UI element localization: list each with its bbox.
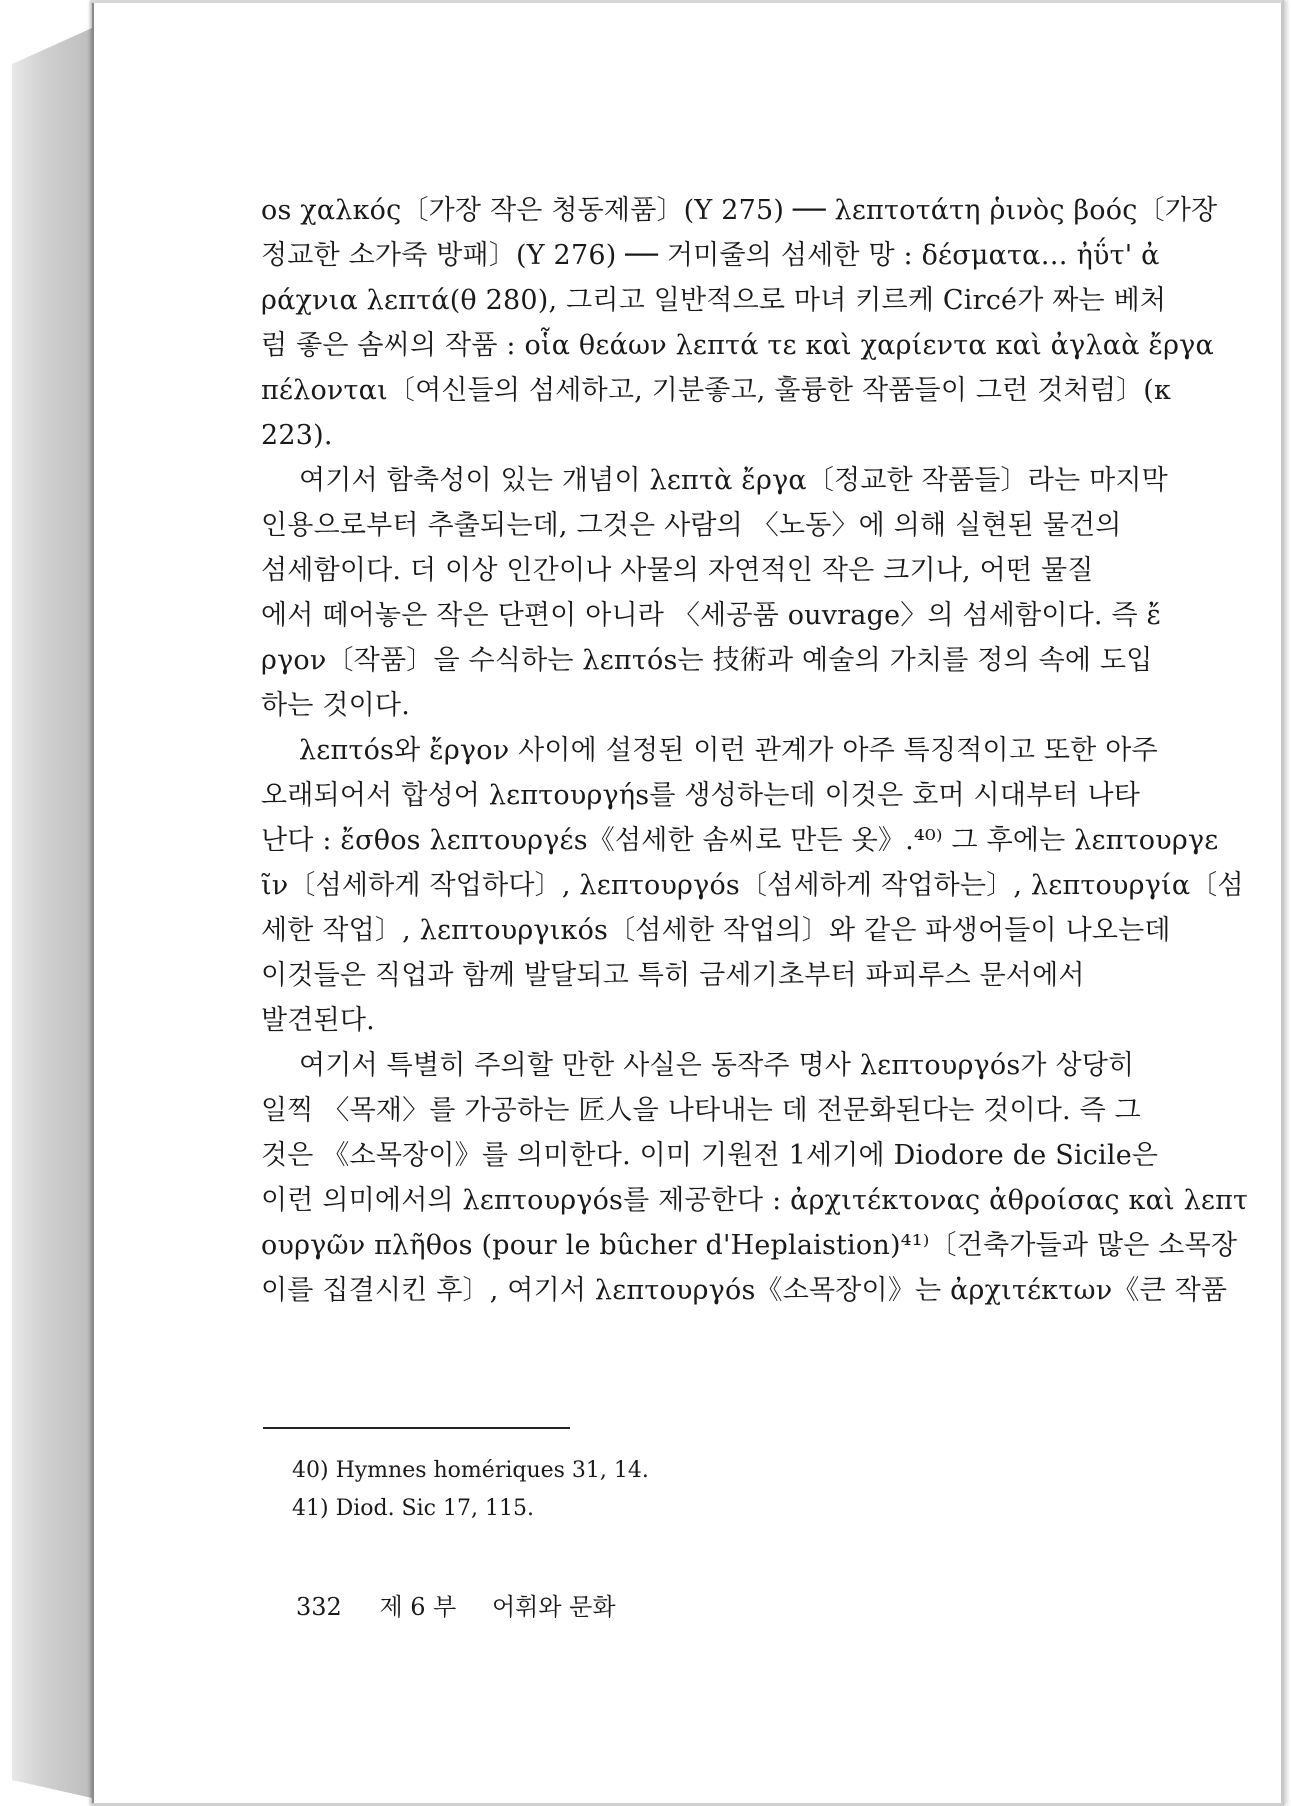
text-line: 여기서 특별히 주의할 만한 사실은 동작주 명사 λεπτουργόs가 상당히 xyxy=(299,1050,1135,1081)
book-spine xyxy=(12,28,92,1798)
body-text xyxy=(261,188,1249,1313)
footnote-divider xyxy=(263,1427,570,1429)
text-line: 오래되어서 합성어 λεπτουργήs를 생성하는데 이것은 호머 시대부터 나타 xyxy=(261,780,1141,811)
text-line: ουργῶν πλῆθοs (pour le bûcher d'Heplaistion)⁴¹⁾〔건축가들과 많은 소목장 xyxy=(261,1230,1238,1261)
text-line: 에서 떼어놓은 작은 단편이 아니라 〈세공품 ouvrage〉의 섬세함이다. 즉 ἔ xyxy=(261,600,1162,631)
text-line: ράχνια λεπτά(θ 280), 그리고 일반적으로 마녀 키르케 Circé가 짜는 베처 xyxy=(261,285,1167,316)
text-line: 럼 좋은 솜씨의 작품 : οἷα θεάων λεπτά τε καὶ χαρίεντα καὶ ἀγλαὰ ἔργα xyxy=(261,330,1214,361)
text-line: 정교한 소가죽 방패〕(Y 276) ── 거미줄의 섬세한 망 : δέσματα… ἠΰτ' ἀ xyxy=(261,240,1160,271)
text-line: ῖν〔섬세하게 작업하다〕, λεπτουργόs〔섬세하게 작업하는〕, λεπτουργία〔섬 xyxy=(261,870,1244,901)
text-line: 것은 《소목장이》를 의미한다. 이미 기원전 1세기에 Diodore de Sicile은 xyxy=(261,1140,1159,1171)
text-line: πέλονται〔여신들의 섬세하고, 기분좋고, 훌륭한 작품들이 그런 것처럼〕(κ xyxy=(261,375,1172,406)
footnotes xyxy=(292,1452,992,1528)
text-line: 인용으로부터 추출되는데, 그것은 사람의 〈노동〉에 의해 실현된 물건의 xyxy=(261,510,1122,541)
running-title: 어휘와 문화 xyxy=(492,1593,616,1621)
running-part: 제 6 부 xyxy=(379,1593,457,1621)
page-top-edge xyxy=(92,0,1282,3)
text-line: λεπτόs와 ἔργον 사이에 설정된 이런 관계가 아주 특징적이고 또한 아주 xyxy=(299,735,1158,766)
text-line: 하는 것이다. xyxy=(261,690,410,721)
text-line: 여기서 함축성이 있는 개념이 λεπτὰ ἔργα〔정교한 작품들〕라는 마지막 xyxy=(299,465,1168,496)
text-line: 일찍 〈목재〉를 가공하는 匠人을 나타내는 데 전문화된다는 것이다. 즉 그 xyxy=(261,1095,1141,1126)
text-line: 난다 : ἔσθos λεπτουργέs《섬세한 솜씨로 만든 옷》.⁴⁰⁾ 그 후에는 λεπτουργε xyxy=(261,825,1219,856)
text-line: ργον〔작품〕을 수식하는 λεπτόs는 技術과 예술의 가치를 정의 속에 도입 xyxy=(261,645,1153,676)
footnote: 40) Hymnes homériques 31, 14. xyxy=(292,1458,649,1483)
text-line: os χαλκός〔가장 작은 청동제품〕(Y 275) ── λεπτοτάτη ῥινὸς βοός〔가장 xyxy=(261,195,1218,226)
text-line: 발견된다. xyxy=(261,1005,375,1036)
page-number: 332 xyxy=(296,1593,342,1621)
page-footer xyxy=(296,1587,616,1627)
text-line: 이를 집결시킨 후〕, 여기서 λεπτουργόs《소목장이》는 ἀρχιτέκτων《큰 작품 xyxy=(261,1275,1228,1306)
footnote: 41) Diod. Sic 17, 115. xyxy=(292,1496,534,1521)
text-line: 섬세함이다. 더 이상 인간이나 사물의 자연적인 작은 크기나, 어떤 물질 xyxy=(261,555,1094,586)
text-line: 이런 의미에서의 λεπτουργόs를 제공한다 : ἀρχιτέκτονας ἀθροίσας καὶ λεπτ xyxy=(261,1185,1249,1216)
text-line: 세한 작업〕, λεπτουργικόs〔섬세한 작업의〕와 같은 파생어들이 나오는데 xyxy=(261,915,1171,946)
text-line: 이것들은 직업과 함께 발달되고 특히 금세기초부터 파피루스 문서에서 xyxy=(261,960,1085,991)
text-line: 223). xyxy=(261,420,333,451)
